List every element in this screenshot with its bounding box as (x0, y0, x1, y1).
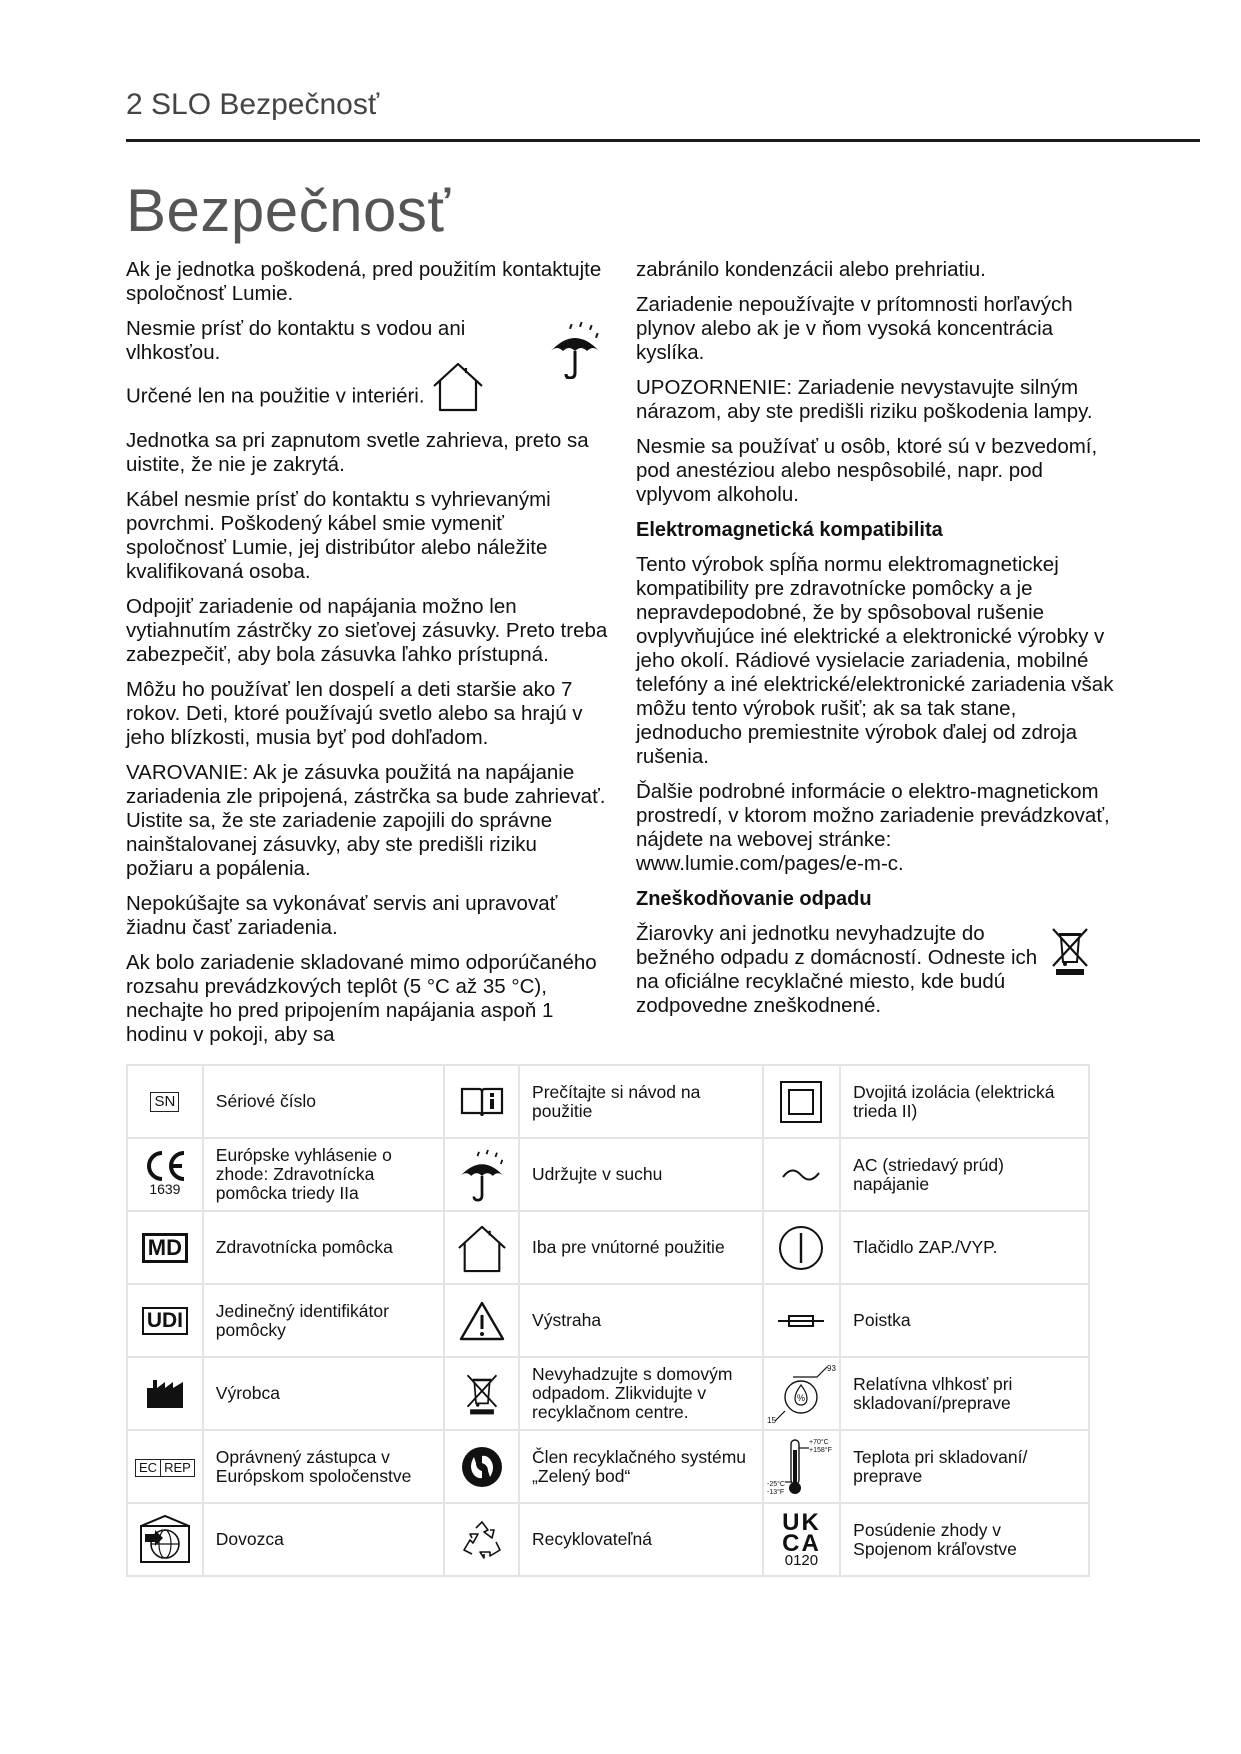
humidity-limit-icon (764, 1363, 839, 1425)
paragraph: zabránilo kondenzácii alebo prehriatiu. (636, 258, 986, 281)
umbrella-icon (546, 321, 604, 385)
temperature-limit-icon (764, 1436, 839, 1498)
paragraph: Ďalšie podrobné informácie o elektro-magnetickom prostredí, v ktorom možno zariadenie prevádzkovať, nájdete na webovej stránke: www.lumie.com/pages/e-m-c. (636, 780, 1110, 875)
green-dot-icon (445, 1445, 518, 1489)
ukca-number: 0120 (784, 1551, 819, 1569)
symbol-label: Tlačidlo ZAP./VYP. (840, 1211, 1089, 1284)
symbol-label: Zdravotnícka pomôcka (203, 1211, 444, 1284)
symbols-table (126, 1064, 1090, 1577)
paragraph: Ak bolo zariadenie skladované mimo odporúčaného rozsahu prevádzkových teplôt (5 °C až 35 °C), nechajte ho pred pripojením napájania aspoň 1 hodinu v pokoji, aby sa (126, 951, 597, 1046)
symbol-label: Výstraha (519, 1284, 763, 1357)
power-button-icon (764, 1224, 839, 1272)
paragraph-water (126, 317, 608, 365)
weee-bin-icon (445, 1371, 518, 1417)
paragraph-text: Žiarovky ani jednotku nevyhadzujte do bežného odpadu z domácností. Odneste ich na oficiálne recyklačné miesto, kde budú zodpovedne zneškodnené. (636, 922, 1038, 1017)
right-column (636, 258, 1114, 1018)
section-heading-waste: Zneškodňovanie odpadu (636, 888, 872, 910)
symbol-cell (444, 1430, 519, 1503)
symbol-label: Nevyhadzujte s domovým odpadom. Zlikvidujte v recyklačnom centre. (519, 1357, 763, 1430)
symbol-cell (127, 1211, 203, 1284)
paragraph: Odpojiť zariadenie od napájania možno len vytiahnutím zástrčky zo sieťovej zásuvky. Preto treba zabezpečiť, aby bola zásuvka ľahko prístupná. (126, 595, 608, 666)
medical-device-icon: MD (142, 1233, 188, 1263)
house-icon (430, 376, 486, 418)
symbol-cell (127, 1503, 203, 1576)
ce-mark-icon (128, 1150, 202, 1182)
temp-min-label: -25°C -13°F (767, 1480, 786, 1496)
recycle-icon (445, 1520, 518, 1560)
symbol-cell (444, 1211, 519, 1284)
ukca-top: UK (782, 1508, 821, 1536)
symbol-label: AC (striedavý prúd) napájanie (840, 1138, 1089, 1211)
ukca-mark-icon (764, 1508, 839, 1569)
serial-number-icon: SN (150, 1092, 179, 1112)
paragraph: Zariadenie nepoužívajte v prítomnosti horľavých plynov alebo ak je v ňom vysoká koncentrácia kyslíka. (636, 293, 1073, 364)
symbol-label: Udržujte v suchu (519, 1138, 763, 1211)
svg-text:%: % (797, 1392, 806, 1403)
symbol-cell (127, 1430, 203, 1503)
table-row (127, 1065, 1089, 1138)
table-row (127, 1357, 1089, 1430)
importer-icon (128, 1514, 202, 1566)
paragraph-indoor (126, 376, 608, 418)
udi-icon: UDI (142, 1307, 188, 1335)
symbol-label: Dvojitá izolácia (elektrická trieda II) (840, 1065, 1089, 1138)
paragraph-text: Určené len na použitie v interiéri. (126, 384, 425, 408)
symbol-label: Výrobca (203, 1357, 444, 1430)
symbol-cell (763, 1357, 840, 1430)
weee-bin-icon (1050, 926, 1090, 982)
page-header: 2 SLO Bezpečnosť (126, 88, 380, 121)
symbol-cell (127, 1357, 203, 1430)
symbol-cell (444, 1138, 519, 1211)
symbol-label: Jedinečný identifikátor pomôcky (203, 1284, 444, 1357)
symbol-label: Európske vyhlásenie o zhode: Zdravotnícka pomôcka triedy IIa (203, 1138, 444, 1211)
instructions-book-icon (445, 1085, 518, 1119)
paragraph: Jednotka sa pri zapnutom svetle zahrieva, preto sa uistite, že nie je zakrytá. (126, 429, 589, 476)
table-row (127, 1284, 1089, 1357)
paragraph: Tento výrobok spĺňa normu elektromagnetickej kompatibility pre zdravotnícke pomôcky a je nepravdepodobné, že by spôsoboval rušenie ovplyvňujúce iné elektrické a elektronické výrobky v jeho okolí. Rádiové vysielacie zariadenia, mobilné telefóny a iné elektrické/elektronické zariadenia však môžu tento výrobok rušiť; ak sa tak stane, jednoducho premiestnite výrobok ďalej od zdroja rušenia. (636, 553, 1114, 768)
fuse-icon (764, 1313, 839, 1329)
temp-max-label: +70°C +158°F (809, 1438, 833, 1454)
manufacturer-factory-icon (128, 1378, 202, 1410)
left-column (126, 258, 608, 1058)
symbol-label: Relatívna vlhkosť pri skladovaní/preprave (840, 1357, 1089, 1430)
table-row (127, 1211, 1089, 1284)
humidity-max-label: 93 (827, 1363, 837, 1373)
ukca-bottom: CA (782, 1529, 821, 1557)
symbol-cell (127, 1138, 203, 1211)
symbol-cell (444, 1503, 519, 1576)
paragraph-text: Nesmie prísť do kontaktu s vodou ani vlhkosťou. (126, 317, 466, 364)
table-row (127, 1138, 1089, 1211)
symbol-cell (444, 1357, 519, 1430)
symbol-cell (127, 1065, 203, 1138)
symbol-label: Prečítajte si návod na použitie (519, 1065, 763, 1138)
symbol-label: Dovozca (203, 1503, 444, 1576)
symbol-label: Oprávnený zástupca v Európskom spoločenstve (203, 1430, 444, 1503)
symbol-cell (763, 1284, 840, 1357)
symbol-cell (763, 1503, 840, 1576)
notified-body-number: 1639 (149, 1181, 181, 1197)
symbol-label: Sériové číslo (203, 1065, 444, 1138)
symbol-cell (763, 1430, 840, 1503)
table-row (127, 1430, 1089, 1503)
paragraph: Kábel nesmie prísť do kontaktu s vyhrievanými povrchmi. Poškodený kábel smie vymeniť spoločnosť Lumie, jej distribútor alebo náležite kvalifikovaná osoba. (126, 488, 551, 583)
page-title: Bezpečnosť (126, 177, 451, 244)
paragraph: Ak je jednotka poškodená, pred použitím kontaktujte spoločnosť Lumie. (126, 258, 602, 305)
header-divider (126, 139, 1200, 142)
symbol-cell (127, 1284, 203, 1357)
symbol-label: Posúdenie zhody v Spojenom kráľovstve (840, 1503, 1089, 1576)
humidity-min-label: 15 (767, 1415, 777, 1425)
double-insulation-icon (764, 1080, 839, 1124)
paragraph-waste (636, 922, 1114, 1018)
ac-sine-icon (764, 1165, 839, 1185)
symbol-label: Člen recyklačného systému „Zelený bod“ (519, 1430, 763, 1503)
paragraph: Môžu ho používať len dospelí a deti staršie ako 7 rokov. Deti, ktoré používajú svetlo alebo sa hrajú v jeho blízkosti, musia byť pod dohľadom. (126, 678, 583, 749)
section-heading-emc: Elektromagnetická kompatibilita (636, 519, 943, 541)
ec-label: EC (139, 1459, 158, 1475)
symbol-label: Teplota pri skladovaní/ preprave (840, 1430, 1089, 1503)
paragraph: Nesmie sa používať u osôb, ktoré sú v bezvedomí, pod anestéziou alebo nespôsobilé, napr. pod vplyvom alkoholu. (636, 435, 1098, 506)
paragraph: VAROVANIE: Ak je zásuvka použitá na napájanie zariadenia zle pripojená, zástrčka sa bude zahrievať. Uistite sa, že ste zariadenie zapojili do správne nainštalovanej zásuvky, aby ste predišli riziku požiaru a popálenia. (126, 761, 606, 880)
symbol-label: Recyklovateľná (519, 1503, 763, 1576)
symbol-cell (444, 1284, 519, 1357)
symbol-label: Iba pre vnútorné použitie (519, 1211, 763, 1284)
symbol-cell (763, 1138, 840, 1211)
indoor-house-icon (445, 1223, 518, 1273)
ec-rep-icon (135, 1459, 195, 1477)
symbol-label: Poistka (840, 1284, 1089, 1357)
table-row (127, 1503, 1089, 1576)
keep-dry-umbrella-icon (445, 1146, 518, 1204)
symbol-cell (763, 1065, 840, 1138)
warning-triangle-icon (445, 1300, 518, 1342)
paragraph: UPOZORNENIE: Zariadenie nevystavujte silným nárazom, aby ste predišli riziku poškodenia lampy. (636, 376, 1093, 423)
symbol-cell (763, 1211, 840, 1284)
paragraph: Nepokúšajte sa vykonávať servis ani upravovať žiadnu časť zariadenia. (126, 892, 558, 939)
rep-label: REP (160, 1460, 194, 1476)
symbol-cell (444, 1065, 519, 1138)
